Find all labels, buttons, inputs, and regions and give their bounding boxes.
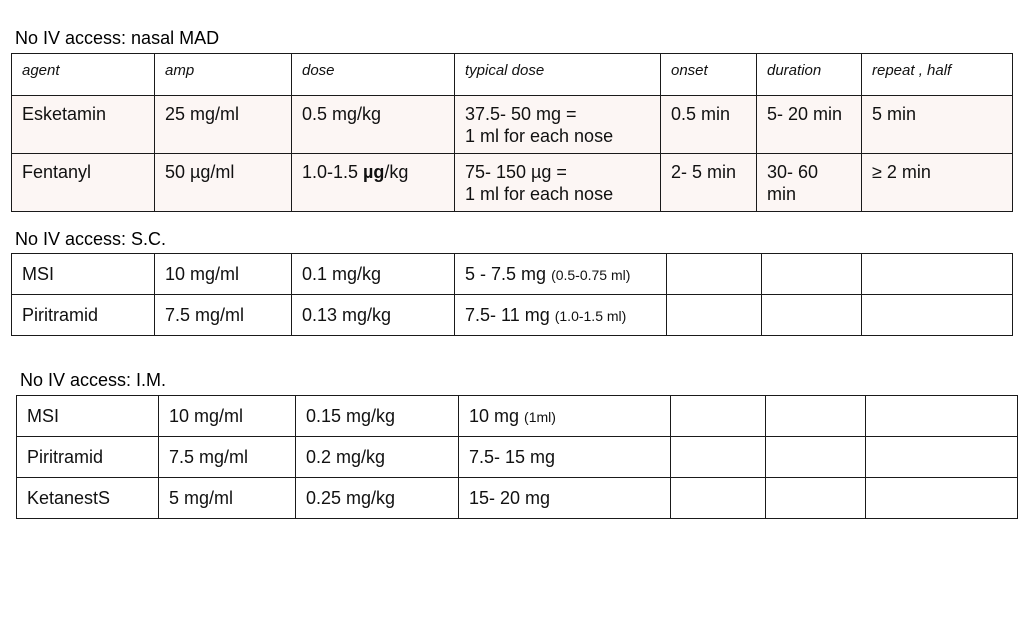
typical-dose-main: 15- 20 mg (469, 488, 551, 508)
typical-dose-main: 5 - 7.5 mg (465, 263, 547, 284)
typical-dose-cell (459, 437, 671, 478)
dose-cell: 0.15 mg/kg (296, 396, 459, 437)
typical-dose-cell (455, 96, 661, 154)
duration-cell (766, 478, 866, 519)
typical-dose-line-1: 75- 150 µg = (465, 162, 567, 182)
repeat-cell: 5 min (862, 96, 1013, 154)
amp-cell: 25 mg/ml (155, 96, 292, 154)
agent-cell: MSI (17, 396, 159, 437)
agent-cell: KetanestS (17, 478, 159, 519)
table-row (12, 154, 1013, 212)
repeat-cell (862, 254, 1013, 295)
onset-cell: 0.5 min (661, 96, 757, 154)
duration-cell (762, 295, 862, 336)
typical-dose-cell (455, 295, 667, 336)
table-row (17, 437, 1018, 478)
dose-unit: µg (363, 162, 385, 182)
duration-line-2: min (767, 184, 797, 204)
dose-cell: 0.1 mg/kg (292, 254, 455, 295)
repeat-cell (866, 478, 1018, 519)
dose-cell (292, 154, 455, 212)
dose-value: 1.0-1.5 (302, 162, 364, 182)
onset-cell: 2- 5 min (661, 154, 757, 212)
duration-line-1: 30- 60 (767, 162, 819, 182)
im-table (16, 395, 1018, 519)
amp-cell: 5 mg/ml (159, 478, 296, 519)
typical-dose-line-1: 37.5- 50 mg = (465, 104, 577, 124)
amp-cell: 10 mg/ml (155, 254, 292, 295)
column-header-dose: dose (292, 54, 455, 96)
table-header-row (12, 54, 1013, 96)
column-header-duration: duration (757, 54, 862, 96)
typical-dose-main: 7.5- 11 mg (465, 304, 550, 325)
repeat-cell (866, 396, 1018, 437)
table-row (12, 295, 1013, 336)
dose-cell: 0.13 mg/kg (292, 295, 455, 336)
column-header-amp: amp (155, 54, 292, 96)
amp-cell: 50 µg/ml (155, 154, 292, 212)
section-title-im: No IV access: I.M. (20, 370, 167, 390)
agent-name: Esketamin (22, 104, 107, 124)
repeat-cell: ≥ 2 min (862, 154, 1013, 212)
typical-dose-note: (1.0-1.5 ml) (554, 307, 627, 324)
agent-cell: MSI (12, 254, 155, 295)
repeat-cell (862, 295, 1013, 336)
section-title-nasal: No IV access: nasal MAD (15, 28, 220, 48)
dose-per-kg: /kg (384, 162, 409, 182)
dose-cell: 0.25 mg/kg (296, 478, 459, 519)
typical-dose-cell (455, 254, 667, 295)
onset-cell (671, 478, 766, 519)
column-header-agent: agent (12, 54, 155, 96)
duration-cell (762, 254, 862, 295)
agent-cell: Piritramid (12, 295, 155, 336)
repeat-cell (866, 437, 1018, 478)
duration-cell (757, 154, 862, 212)
duration-cell (766, 437, 866, 478)
agent-cell: Piritramid (17, 437, 159, 478)
sc-table (11, 253, 1013, 336)
dose-cell: 0.5 mg/kg (292, 96, 455, 154)
typical-dose-cell (459, 478, 671, 519)
duration-cell (766, 396, 866, 437)
agent-cell (12, 154, 155, 212)
typical-dose-note: (0.5-0.75 ml) (551, 266, 631, 283)
duration-cell: 5- 20 min (757, 96, 862, 154)
typical-dose-note: (1ml) (524, 408, 556, 425)
onset-cell (667, 295, 762, 336)
typical-dose-cell (459, 396, 671, 437)
agent-cell (12, 96, 155, 154)
typical-dose-line-2: 1 ml for each nose (465, 126, 614, 146)
nasal-table (11, 53, 1013, 212)
table-row (12, 254, 1013, 295)
dose-cell: 0.2 mg/kg (296, 437, 459, 478)
typical-dose-line-2: 1 ml for each nose (465, 184, 614, 204)
typical-dose-main: 10 mg (469, 405, 520, 426)
typical-dose-main: 7.5- 15 mg (469, 447, 556, 467)
amp-cell: 7.5 mg/ml (155, 295, 292, 336)
column-header-repeat: repeat , half (862, 54, 1013, 96)
table-row (12, 96, 1013, 154)
amp-cell: 7.5 mg/ml (159, 437, 296, 478)
onset-cell (671, 437, 766, 478)
onset-cell (667, 254, 762, 295)
table-row (17, 396, 1018, 437)
typical-dose-cell (455, 154, 661, 212)
column-header-typical-dose: typical dose (455, 54, 661, 96)
amp-cell: 10 mg/ml (159, 396, 296, 437)
column-header-onset: onset (661, 54, 757, 96)
table-row (17, 478, 1018, 519)
agent-name: Fentanyl (22, 162, 92, 182)
section-title-sc: No IV access: S.C. (15, 229, 167, 249)
onset-cell (671, 396, 766, 437)
